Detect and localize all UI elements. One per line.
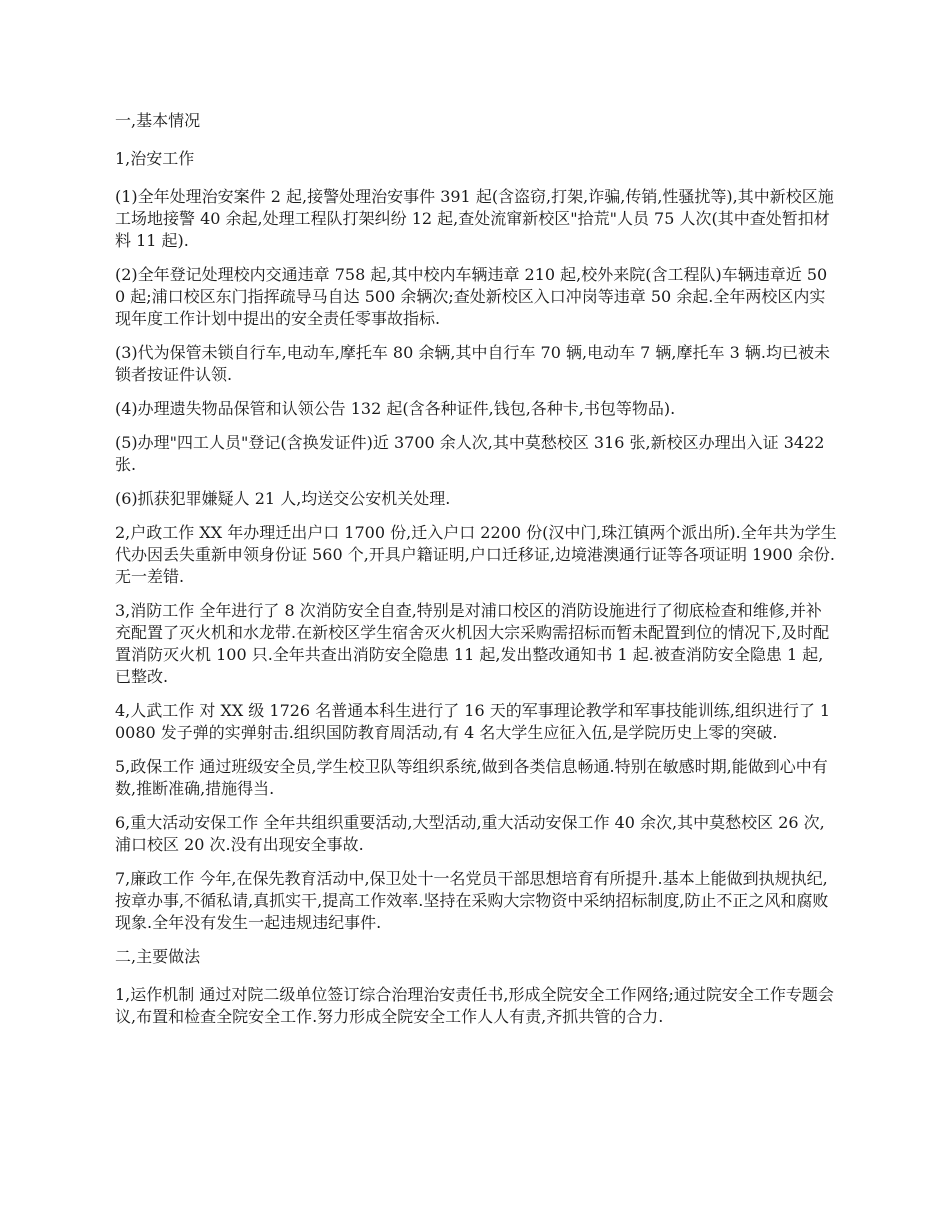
paragraph-integrity-work: 7,廉政工作 今年,在保先教育活动中,保卫处十一名党员干部思想培育有所提升.基本上能做到执规执纪,按章办事,不循私请,真抓实干,提高工作效率.坚持在采购大宗物资中采纳招标制度,防止不正之风和腐败现象.全年没有发生一起违规违纪事件. (115, 869, 829, 932)
paragraph-major-events: 6,重大活动安保工作 全年共组织重要活动,大型活动,重大活动安保工作 40 余次,其中莫愁校区 26 次,浦口校区 20 次.没有出现安全事故. (115, 813, 825, 854)
paragraph-political-security: 5,政保工作 通过班级安全员,学生校卫队等组织系统,做到各类信息畅通.特别在敏感时期,能做到心中有数,推断准确,措施得当. (115, 757, 828, 798)
paragraph-security-cases: (1)全年处理治安案件 2 起,接警处理治安事件 391 起(含盗窃,打架,诈骗,传销,性骚扰等),其中新校区施工场地接警 40 余起,处理工程队打架纠纷 12 起,查处流窜新校区"拾荒"人员 75 人次(其中查处暂扣材料 11 起). (115, 187, 834, 250)
paragraph-operating-mechanism: 1,运作机制 通过对院二级单位签订综合治理治安责任书,形成全院安全工作网络;通过院安全工作专题会议,布置和检查全院安全工作.努力形成全院安全工作人人有责,齐抓共管的合力. (115, 985, 834, 1026)
section-heading-main-practices: 二,主要做法 (115, 947, 201, 966)
paragraph-military-training: 4,人武工作 对 XX 级 1726 名普通本科生进行了 16 天的军事理论教学和军事技能训练,组织进行了 10080 发子弹的实弹射击.组织国防教育周活动,有 4 名大学生应征入伍,是学院历史上零的突破. (115, 701, 831, 742)
subsection-heading-public-security: 1,治安工作 (115, 149, 195, 168)
paragraph-suspects-caught: (6)抓获犯罪嫌疑人 21 人,均送交公安机关处理. (115, 489, 451, 508)
paragraph-lost-items: (4)办理遗失物品保管和认领公告 132 起(含各种证件,钱包,各种卡,书包等物品). (115, 399, 676, 418)
paragraph-worker-registration: (5)办理"四工人员"登记(含换发证件)近 3700 余人次,其中莫愁校区 316 张,新校区办理出入证 3422 张. (115, 433, 825, 474)
paragraph-fire-safety: 3,消防工作 全年进行了 8 次消防安全自查,特别是对浦口校区的消防设施进行了彻底检查和维修,并补充配置了灭火机和水龙带.在新校区学生宿舍灭火机因大宗采购需招标而暂未配置到位的情况下,及时配置消防灭火机 100 只.全年共查出消防安全隐患 11 起,发出整改通知书 1 起.被查消防安全隐患 1 起,已整改. (115, 601, 830, 686)
document-body (115, 110, 837, 1040)
paragraph-traffic-violations: (2)全年登记处理校内交通违章 758 起,其中校内车辆违章 210 起,校外来院(含工程队)车辆违章近 500 起;浦口校区东门指挥疏导马自达 500 余辆次;查处新校区入口冲岗等违章 50 余起.全年两校区内实现年度工作计划中提出的安全责任零事故指标. (115, 265, 828, 328)
paragraph-vehicle-custody: (3)代为保管未锁自行车,电动车,摩托车 80 余辆,其中自行车 70 辆,电动车 7 辆,摩托车 3 辆.均已被未锁者按证件认领. (115, 343, 830, 384)
section-heading-basic-situation: 一,基本情况 (115, 111, 201, 130)
paragraph-household-registration: 2,户政工作 XX 年办理迁出户口 1700 份,迁入户口 2200 份(汉中门,珠江镇两个派出所).全年共为学生代办因丢失重新申领身份证 560 个,开具户籍证明,户口迁移证,边境港澳通行证等各项证明 1900 余份.无一差错. (115, 523, 837, 586)
